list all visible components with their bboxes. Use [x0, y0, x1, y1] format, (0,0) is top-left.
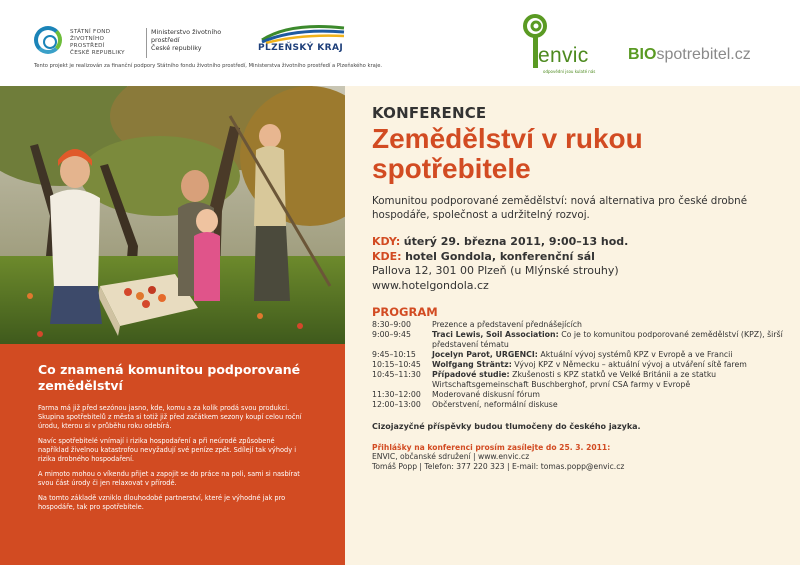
- info-paragraph: Navíc spotřebitelé vnímají i rizika hospodaření a při neúrodě způsobené například živelnou katastrofou nevyžadují své peníze zpět. Sdílejí tak výhody i rizika drobného hospodaření.: [38, 437, 297, 463]
- info-paragraph: Farma má již před sezónou jasno, kde, komu a za kolik prodá svou produkci. Skupina spotřebitelů z města si totiž již před začátkem sezony koupí celou roční úrodu, kterou si v průběhu roku odebírá.: [38, 404, 302, 430]
- conference-kicker: KONFERENCE: [372, 104, 487, 122]
- family-orchard-photo: [0, 86, 345, 344]
- sfzp-ring-icon: [34, 26, 62, 54]
- envic-tagline: odpovědní jsou kulaté nás: [543, 69, 596, 74]
- headline-line: spotřebitele: [372, 153, 531, 184]
- program-topic: Aktuální vývoj systémů KPZ v Evropě a ve Francii: [537, 350, 733, 359]
- plzensky-kraj-logo: [258, 22, 348, 58]
- program-time: 8:30–9:00: [372, 320, 411, 329]
- info-paragraph: A mimoto mohou o víkendu přijet a zapojit se do práce na poli, sami si nasbírat svou část úrody či jen relaxovat v přírodě.: [38, 470, 300, 487]
- program-speaker: Případové studie:: [432, 370, 510, 379]
- program-topic: Vývoj KPZ v Německu – aktuální vývoj a utváření sítě farem: [511, 360, 747, 369]
- sfzp-logo-line: ŽIVOTNÍHO PROSTŘEDÍ: [70, 36, 105, 49]
- when-label: KDY:: [372, 235, 401, 248]
- plzensky-kraj-wave-icon: [260, 22, 346, 44]
- program-topic: Zkušenosti s KPZ statků ve Velké Británii a ze statku Wirtschaftsgemeinschaft Buschberghof, první CSA farmy v Evropě: [432, 370, 717, 389]
- hotel-web-link[interactable]: www.hotelgondola.cz: [372, 278, 489, 292]
- program-topic: Moderované diskusní fórum: [432, 390, 540, 399]
- contact-person[interactable]: Tomáš Popp | Telefon: 377 220 323 | E-mail: tomas.popp@envic.cz: [372, 462, 625, 471]
- program-time: 11:30–12:00: [372, 390, 421, 399]
- program-time: 9:00–9:45: [372, 330, 411, 339]
- where-label: KDE:: [372, 249, 402, 263]
- program-time: 10:15–10:45: [372, 360, 421, 369]
- sfzp-logo-line: STÁTNÍ FOND: [70, 29, 111, 35]
- translation-note: Cizojazyčné příspěvky budou tlumočeny do českého jazyka.: [372, 422, 641, 431]
- program-speaker: Wolfgang Sträntz:: [432, 360, 512, 369]
- biospotrebitel-logo: [628, 46, 751, 64]
- conference-lead: Komunitou podporované zemědělství: nová alternativa pro české drobné hospodáře, společnost a udržitelný rozvoj.: [372, 195, 748, 221]
- program-row: [372, 360, 800, 370]
- headline-line: Zemědělství v rukou: [372, 123, 643, 154]
- mzp-logo-line: České republiky: [151, 44, 202, 52]
- envic-logo: [516, 14, 596, 76]
- envic-name: envic: [538, 44, 589, 67]
- program-time: 10:45–11:30: [372, 370, 421, 379]
- plzensky-kraj-label: PLZEŇSKÝ KRAJ: [258, 43, 344, 53]
- where-value: hotel Gondola, konferenční sál: [405, 249, 595, 263]
- when-line: [372, 235, 800, 250]
- program-topic: Občerstvení, neformální diskuse: [432, 400, 558, 409]
- conference-content: [345, 86, 800, 565]
- sfzp-logo-line: ČESKÉ REPUBLIKY: [70, 50, 125, 56]
- program-topic: Co je to komunitou podporované zemědělství (KPZ), širší představení tématu: [432, 330, 783, 349]
- registration-title: Přihlášky na konferenci prosím zasílejte do 25. 3. 2011:: [372, 443, 611, 452]
- program-title: PROGRAM: [372, 305, 438, 319]
- where-line: [372, 250, 800, 265]
- program-row: [372, 390, 800, 400]
- funding-note: Tento projekt je realizován za finanční podpory Státního fondu životního prostředí, Ministerstva životního prostředí a Plzeňského kraje.: [34, 63, 383, 69]
- mzp-logo-line: Ministerstvo životního prostředí: [151, 28, 222, 44]
- program-speaker: Traci Lewis, Soil Association:: [432, 330, 559, 339]
- header-bar: [0, 0, 800, 86]
- conference-headline: [372, 124, 800, 184]
- info-title: Co znamená komunitou podporované zemědělství: [38, 362, 301, 393]
- program-row: [372, 320, 800, 330]
- program-topic: Prezence a představení přednášejících: [432, 320, 582, 329]
- program-row: [372, 370, 800, 390]
- program-speaker: Jocelyn Parot, URGENCI:: [432, 350, 538, 359]
- photo-illustration: [0, 86, 345, 344]
- program-time: 12:00–13:00: [372, 400, 421, 409]
- program-row: [372, 330, 800, 350]
- info-panel: [0, 344, 345, 565]
- program-time: 9:45–10:15: [372, 350, 416, 359]
- program-row: [372, 400, 800, 410]
- when-value: úterý 29. března 2011, 9:00–13 hod.: [403, 235, 629, 248]
- program-row: [372, 350, 800, 360]
- program-list: [372, 320, 800, 410]
- address-line: Pallova 12, 301 00 Plzeň (u Mlýnské strouhy): [372, 264, 619, 277]
- info-paragraph: Na tomto základě vzniklo dlouhodobé partnerství, které je výhodné jak pro hospodáře, tak pro spotřebitele.: [38, 494, 286, 511]
- sfzp-logo: [34, 26, 134, 56]
- mzp-logo: [146, 28, 246, 58]
- bio-prefix: BIO: [628, 46, 657, 63]
- bio-rest: spotrebitel.cz: [656, 46, 751, 63]
- contact-organisation[interactable]: ENVIC, občanské sdružení | www.envic.cz: [372, 452, 530, 461]
